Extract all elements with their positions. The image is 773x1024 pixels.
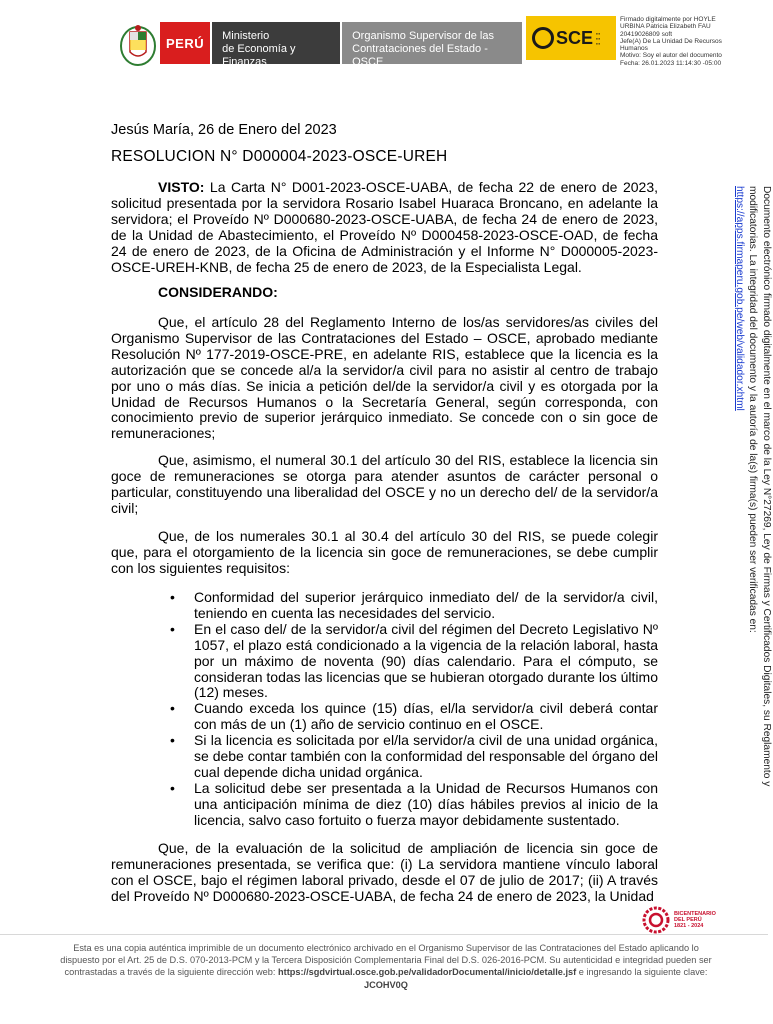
government-banner: [160, 22, 522, 68]
osce-logo-tagline-mark: ▪▪▪ ▪▪▪ ▪▪▪: [596, 30, 601, 46]
footer-key: JCOHV0Q: [364, 979, 408, 990]
footer-text-middle: e ingresando la siguiente clave:: [578, 967, 708, 978]
osce-logo-o-icon: [532, 27, 554, 49]
considerando-heading: CONSIDERANDO:: [158, 284, 278, 300]
organization-label: Organismo Supervisor de las Contrataciones del Estado - OSCE: [342, 22, 522, 64]
ministry-label: Ministerio de Economía y Finanzas: [212, 22, 340, 64]
bicentenario-logo: [642, 906, 716, 936]
peru-label: PERÚ: [160, 22, 210, 64]
list-item: • Conformidad del superior jerárquico inmediato del/ de la servidor/a civil, teniendo en cuenta las necesidades del servicio.: [158, 590, 658, 622]
peru-coat-of-arms-icon: [118, 22, 158, 68]
digital-signature-legal-note: [734, 186, 773, 846]
bicentenario-text: BICENTENARIO DEL PERÚ 1821 - 2024: [674, 911, 716, 929]
list-item: • La solicitud debe ser presentada a la Unidad de Recursos Humanos con una anticipación mínima de diez (10) días hábiles previos al inicio de la licencia, salvo caso fortuito o fuerza mayor debidamente sustentado.: [158, 781, 658, 829]
digital-signature-info: Firmado digitalmente por HOYLE URBINA Patricia Elizabeth FAU 20419026809 soft Jefe(A) De La Unidad De Recursos Humanos Motivo: Soy el autor del documento Fecha: 26.01.2023 11:14:30 -05:00: [620, 16, 722, 67]
visto-paragraph: [111, 180, 658, 275]
considerando-paragraph-4: Que, de la evaluación de la solicitud de ampliación de licencia sin goce de remuneraciones presentada, se verifica que: (i) La servidora mantiene vínculo laboral con el OSCE, bajo el régimen laboral privado, desde el 07 de julio de 2017; (ii) A través del Proveído Nº D000680-2023-OSCE-UABA, de fecha 24 de enero de 2023, la Unidad: [111, 840, 658, 904]
considerando-paragraph-2: Que, asimismo, el numeral 30.1 del artículo 30 del RIS, establece la licencia sin goce de remuneraciones se otorga para atender asuntos de carácter personal o particular, constituyendo una liberalidad del OSCE y no un derecho del/ de la servidor/a civil;: [111, 452, 658, 516]
visto-text: La Carta N° D001-2023-OSCE-UABA, de fecha 22 de enero de 2023, solicitud presentada por la servidora Rosario Isabel Huaraca Broncano, en adelante la servidora; el Proveído Nº D000680-2023-OSCE-UABA, de fecha 24 de enero de 2023, de la Unidad de Abastecimiento, el Proveído Nº D000458-2023-OSCE-OAD, de fecha 24 de enero de 2023, de la Oficina de Administración y el Informe N° D000005-2023-OSCE-UREH-KNB, de fecha 25 de enero de 2023, de la Especialista Legal.: [111, 179, 658, 275]
requirements-list: [158, 590, 658, 829]
list-item: • Si la licencia es solicitada por el/la servidor/a civil de una unidad orgánica, se debe contar también con la conformidad del responsable del órgano del cual depende dicha unidad orgánica.: [158, 733, 658, 781]
footer-url[interactable]: https://sgdvirtual.osce.gob.pe/validadorDocumental/inicio/detalle.jsf: [278, 967, 577, 978]
considerando-paragraph-1: Que, el artículo 28 del Reglamento Interno de los/as servidores/as civiles del Organismo Supervisor de las Contrataciones del Estado – OSCE, aprobado mediante Resolución Nº 177-2019-OSCE-PRE, en adelante RIS, establece que la licencia es la autorización que se concede al/a la servidor/a civil para no asistir al centro de trabajo por uno o más días. Se inicia a petición del/de la servidor/a civil y es otorgada por la Unidad de Recursos Humanos o la Secretaría General, según corresponda, con conocimiento previo de superior jerárquico inmediato. Se concede con o sin goce de remuneraciones;: [111, 314, 658, 442]
page-header: [0, 0, 768, 80]
visto-label: VISTO:: [158, 179, 205, 195]
osce-logo-text: SCE: [556, 27, 594, 48]
authenticity-footer: [60, 942, 712, 991]
side-note-text: Documento electrónico firmado digitalmente en el marco de la Ley N°27269, Ley de Firmas y Certificados Digitales, su Reglamento y modificatorias. La integridad del documento y la autoría de la(s) firma(s) pueden ser verificadas en:: [747, 186, 772, 787]
osce-logo: [526, 16, 616, 60]
footer-text: Esta es una copia auténtica imprimible de un documento electrónico archivado en el Organismo Supervisor de las Contrataciones del Estado aplicando lo dispuesto por el Art. 25 de D.S. 070-2013-PCM y la Tercera Disposición Complementaria Final del D.S. 026-2016-PCM. Su autenticidad e integridad pueden ser contrastadas a través de la siguiente dirección web:: [60, 943, 712, 978]
list-item: • Cuando exceda los quince (15) días, el/la servidor/a civil deberá contar con más de un (1) año de servicio continuo en el OSCE.: [158, 701, 658, 733]
resolution-title: RESOLUCION N° D000004-2023-OSCE-UREH: [111, 148, 448, 165]
considerando-paragraph-3: Que, de los numerales 30.1 al 30.4 del artículo 30 del RIS, se puede colegir que, para el otorgamiento de la licencia sin goce de remuneraciones, se debe cumplir con los siguientes requisitos:: [111, 528, 658, 576]
validator-link[interactable]: https://apps.firmaperu.gob.pe/web/validador.xhtml: [734, 186, 745, 411]
list-item: • En el caso del/ de la servidor/a civil del régimen del Decreto Legislativo Nº 1057, el plazo está condicionado a la vigencia de la relación laboral, hasta por un máximo de noventa (90) días calendario. Para el cómputo, se consideran todas las licencias que se hubieran otorgado durante los último (12) meses.: [158, 622, 658, 702]
bicentenario-emblem-icon: [642, 906, 670, 934]
footer-divider: [0, 934, 768, 935]
document-date: Jesús María, 26 de Enero del 2023: [111, 122, 337, 138]
